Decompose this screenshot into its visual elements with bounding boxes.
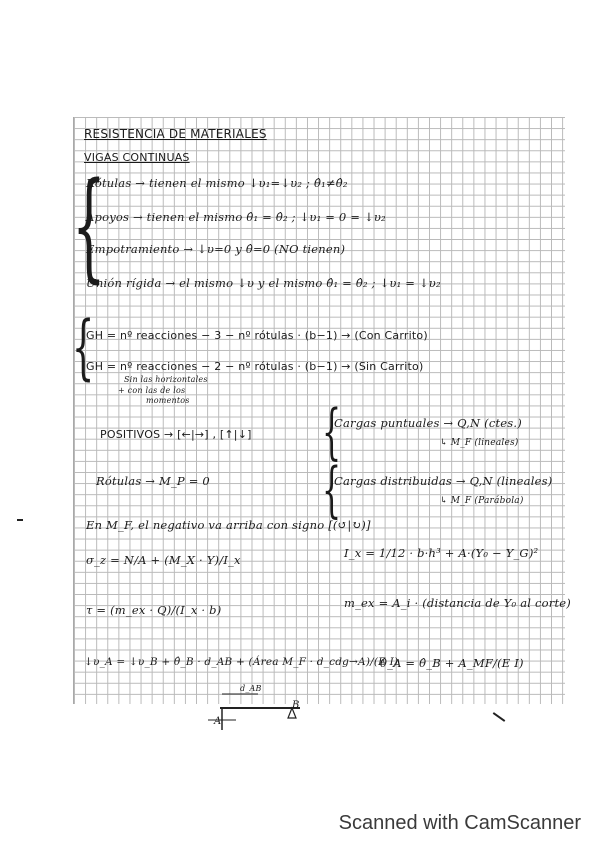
dimension-label: d_AB — [240, 684, 262, 693]
formula-normal-stress: σ_z = N/A + (M_X · Y)/I_x — [86, 553, 241, 567]
loads-brace: { — [322, 397, 342, 467]
page-title: RESISTENCIA DE MATERIALES — [84, 127, 267, 141]
group-brace: { — [72, 156, 106, 294]
point-label-b: B — [292, 700, 300, 711]
note-line: Cargas distribuidas → Q,N (lineales) — [334, 474, 553, 488]
formula-inertia: I_x = 1/12 · b·h³ + A·(Y₀ − Y_G)² — [344, 546, 539, 560]
note-small: Sin las horizontales — [124, 375, 208, 384]
camscanner-watermark: Scanned with CamScanner — [338, 812, 581, 834]
note-line: Rótulas → M_P = 0 — [96, 474, 210, 488]
note-small: + con las de los — [118, 386, 186, 395]
note-line: ↳ M_F (lineales) — [440, 438, 519, 448]
stray-mark — [17, 519, 23, 521]
gh-brace: { — [72, 306, 95, 388]
note-small: momentos — [146, 396, 190, 405]
formula-rotation: θ̂_A = θ̂_B + A_MF/(E I) — [380, 656, 524, 670]
stray-mark — [493, 712, 506, 722]
note-line: Cargas puntuales → Q,N (ctes.) — [334, 416, 522, 430]
note-line: GH = nº reacciones − 3 − nº rótulas · (b−1) → (Con Carrito) — [86, 329, 428, 342]
note-line: Empotramiento → ↓υ=0 y θ̂=0 (NO tienen) — [86, 242, 346, 256]
note-line: ↳ M_F (Parábola) — [440, 496, 524, 506]
note-line: Unión rígida → el mismo ↓υ y el mismo θ̂₁ = θ̂₂ ; ↓υ₁ = ↓υ₂ — [86, 276, 441, 290]
note-line: En M_F, el negativo va arriba con signo [(↺|↻)] — [86, 518, 371, 532]
loads-brace: { — [322, 455, 342, 525]
note-line: POSITIVOS → [←|→] , [↑|↓] — [100, 428, 252, 441]
note-line: GH = nº reacciones − 2 − nº rótulas · (b−1) → (Sin Carrito) — [86, 360, 424, 373]
point-label-a: A — [214, 716, 222, 727]
formula-static-moment: m_ex = A_i · (distancia de Y₀ al corte) — [344, 596, 571, 610]
formula-shear-stress: τ = (m_ex · Q)/(I_x · b) — [86, 603, 222, 617]
section-title: VIGAS CONTINUAS — [84, 151, 190, 164]
note-line: Rótulas → tienen el mismo ↓υ₁=↓υ₂ ; θ̂₁≠θ̂₂ — [86, 176, 348, 190]
formula-deflection: ↓υ_A = ↓υ_B + θ̂_B · d_AB + (Área M_F · d_cdg→A)/(E I) — [84, 656, 399, 668]
note-line: Apoyos → tienen el mismo θ̂₁ = θ̂₂ ; ↓υ₁ = 0 = ↓υ₂ — [86, 210, 386, 224]
